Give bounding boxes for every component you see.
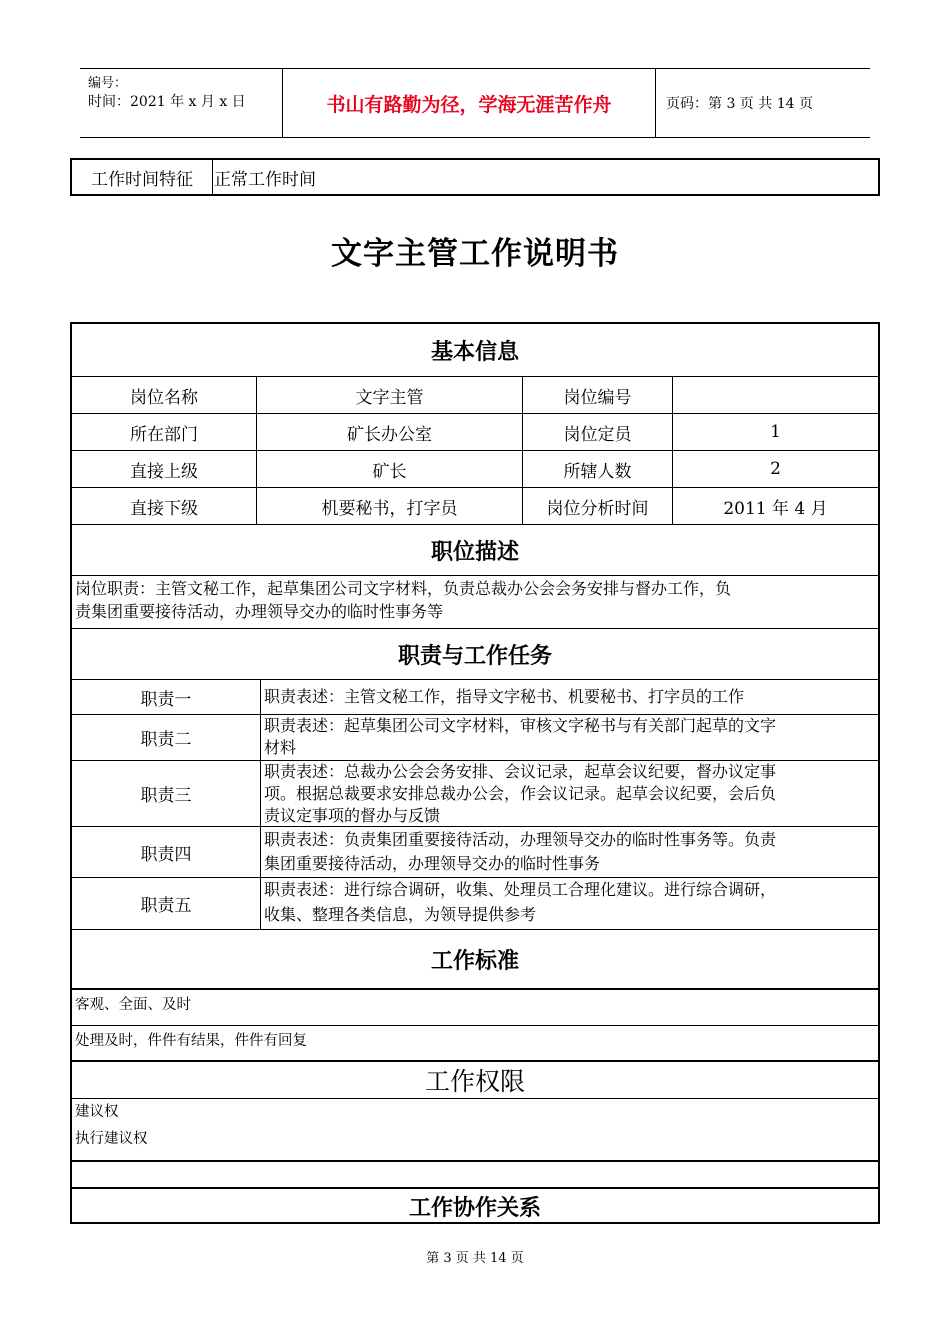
field-label-supervisor: 直接上级 — [130, 461, 198, 482]
section-position-desc-heading: 职位描述 — [430, 539, 519, 565]
duty-label-1: 职责一 — [140, 689, 192, 710]
header-motto: 书山有路勤为径，学海无涯苦作舟 — [282, 69, 656, 137]
field-label-position-id: 岗位编号 — [563, 387, 632, 408]
duty-label-5: 职责五 — [140, 896, 192, 916]
duty-text-4-line-2: 集团重要接待活动，办理领导交办的临时性事务 — [264, 854, 601, 873]
work-time-value: 正常工作时间 — [214, 169, 316, 190]
field-label-position-name: 岗位名称 — [130, 387, 198, 408]
position-desc-line-2: 责集团重要接待活动，办理领导交办的临时性事务等 — [75, 602, 444, 621]
duty-text-3-line-1: 职责表述：总裁办公会会务安排、会议记录，起草会议纪要，督办议定事 — [264, 762, 777, 781]
section-duties-heading: 职责与工作任务 — [397, 643, 552, 669]
work-time-label: 工作时间特征 — [72, 160, 213, 194]
standard-item-2: 处理及时，件件有结果，件件有回复 — [75, 1033, 307, 1049]
field-value-supervisor: 矿长 — [372, 461, 407, 482]
field-value-headcount: 1 — [770, 422, 781, 442]
duty-label-3: 职责三 — [140, 786, 192, 806]
field-value-position-name: 文字主管 — [355, 387, 424, 408]
duty-label-4: 职责四 — [140, 844, 192, 865]
header-page-info: 页码：第 3 页 共 14 页 — [666, 96, 813, 112]
duty-text-2-line-2: 材料 — [264, 738, 297, 757]
job-description-form — [70, 322, 880, 1224]
field-value-position-id — [673, 377, 878, 413]
duty-text-5-line-1: 职责表述：进行综合调研，收集、处理员工合理化建议。进行综合调研， — [264, 880, 777, 899]
section-basic-info-heading: 基本信息 — [430, 339, 519, 365]
duty-text-3-line-3: 责议定事项的督办与反馈 — [264, 806, 441, 825]
header-meta — [80, 69, 282, 137]
work-time-row — [70, 158, 880, 196]
field-value-department: 矿长办公室 — [347, 424, 432, 445]
number-label: 编号： — [88, 76, 128, 91]
section-authority-heading: 工作权限 — [424, 1067, 525, 1096]
position-desc-line-1: 岗位职责：主管文秘工作，起草集团公司文字材料，负责总裁办公会会务安排与督办工作，负 — [75, 579, 732, 598]
field-value-subordinates: 机要秘书，打字员 — [321, 498, 458, 519]
section-standards-heading: 工作标准 — [430, 948, 519, 974]
authority-item-2: 执行建议权 — [75, 1131, 148, 1147]
field-label-analysis-time: 岗位分析时间 — [546, 498, 649, 519]
standard-item-1: 客观、全面、及时 — [75, 997, 191, 1013]
duty-label-2: 职责二 — [140, 730, 192, 750]
field-label-headcount: 岗位定员 — [563, 424, 632, 445]
page-title: 文字主管工作说明书 — [331, 236, 619, 272]
field-value-analysis-time: 2011 年 4 月 — [723, 498, 828, 519]
time-label: 时间：2021 年 x 月 x 日 — [88, 94, 246, 110]
section-cooperation-heading: 工作协作关系 — [408, 1196, 541, 1221]
duty-text-2-line-1: 职责表述：起草集团公司文字材料，审核文字秘书与有关部门起草的文字 — [264, 716, 777, 735]
authority-item-1: 建议权 — [75, 1104, 119, 1120]
duty-text-3-line-2: 项。根据总裁要求安排总裁办公会，作会议记录。起草会议纪要，会后负 — [264, 784, 777, 803]
page-footer: 第 3 页 共 14 页 — [426, 1251, 524, 1266]
field-label-subordinate-count: 所辖人数 — [563, 461, 632, 482]
page-header — [80, 68, 870, 138]
duty-text-4-line-1: 职责表述：负责集团重要接待活动，办理领导交办的临时性事务等。负责 — [264, 830, 777, 849]
duty-text-5-line-2: 收集、整理各类信息，为领导提供参考 — [264, 905, 537, 924]
duty-text-1-line-1: 职责表述：主管文秘工作，指导文字秘书、机要秘书、打字员的工作 — [264, 687, 745, 706]
field-label-department: 所在部门 — [130, 424, 198, 445]
field-label-subordinates: 直接下级 — [130, 498, 198, 519]
field-value-subordinate-count: 2 — [770, 459, 781, 479]
